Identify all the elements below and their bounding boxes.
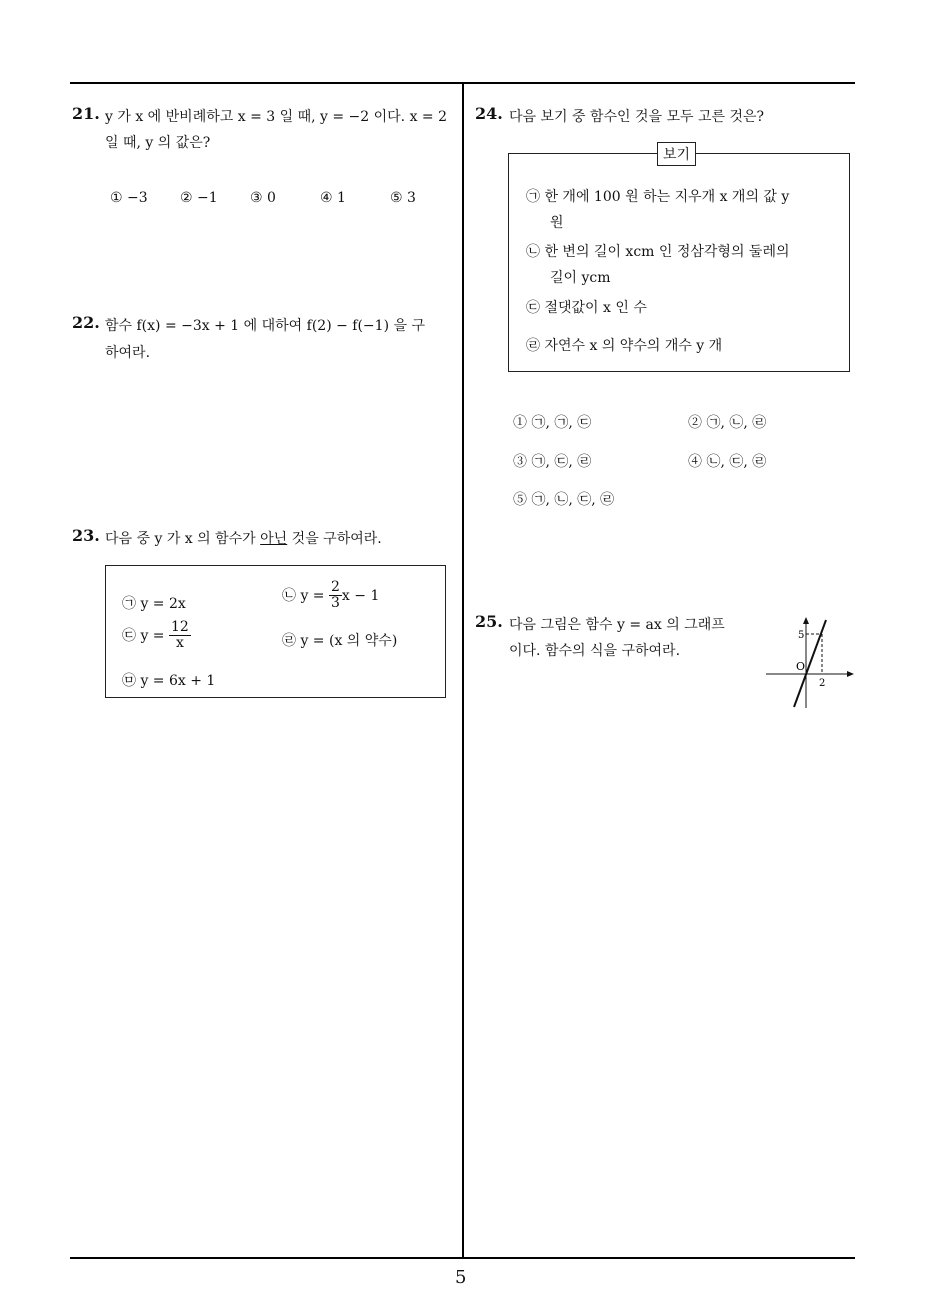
q23-text-underlined: 아닌 xyxy=(260,531,288,547)
q23-option-e: ㉤ y = 6x + 1 xyxy=(122,673,216,689)
fraction-denominator: x xyxy=(175,635,184,652)
q24-choice-1[interactable]: ① ㉠, ㉠, ㉢ xyxy=(513,415,592,431)
q24-item-b-cont: 길이 ycm xyxy=(550,270,611,286)
q23-option-d: ㉣ y = (x 의 약수) xyxy=(282,633,398,649)
q25-text-line1: 다음 그림은 함수 y = ax 의 그래프 xyxy=(509,617,725,633)
q23-option-c-fraction xyxy=(169,620,191,652)
q23-option-b-fraction xyxy=(329,580,342,612)
q24-item-c: ㉢ 절댓값이 x 인 수 xyxy=(526,300,647,316)
q24-number: 24. xyxy=(475,104,503,123)
q21-number: 21. xyxy=(72,104,100,123)
q21-text-line1: y 가 x 에 반비례하고 x = 3 일 때, y = −2 이다. x = 2 xyxy=(105,109,448,125)
q23-text-before: 다음 중 y 가 x 의 함수가 xyxy=(105,531,261,547)
origin-label: O xyxy=(796,660,806,673)
q23-text xyxy=(105,528,382,548)
q23-option-b-suffix: x − 1 xyxy=(341,587,380,604)
q23-number: 23. xyxy=(72,526,100,545)
q21-choice-1[interactable]: ① −3 xyxy=(110,190,148,206)
q21-choice-5[interactable]: ⑤ 3 xyxy=(390,190,416,206)
q24-item-a: ㉠ 한 개에 100 원 하는 지우개 x 개의 값 y xyxy=(526,189,790,205)
q21-choice-3[interactable]: ③ 0 xyxy=(250,190,276,206)
q23-option-b-prefix: ㉡ y = xyxy=(282,587,329,604)
q24-text: 다음 보기 중 함수인 것을 모두 고른 것은? xyxy=(509,109,765,125)
q21-choice-4[interactable]: ④ 1 xyxy=(320,190,346,206)
x-axis-arrow xyxy=(847,671,854,677)
q23-option-c-prefix: ㉢ y = xyxy=(122,627,169,644)
x-tick-label: 2 xyxy=(819,678,826,689)
q24-item-a-cont: 원 xyxy=(550,215,564,231)
fraction-numerator: 12 xyxy=(171,619,189,635)
q24-bogi-label: 보기 xyxy=(657,142,696,166)
q22-text-line1: 함수 f(x) = −3x + 1 에 대하여 f(2) − f(−1) 을 구 xyxy=(105,318,425,334)
y-axis-arrow xyxy=(803,617,809,624)
fraction-numerator: 2 xyxy=(331,579,340,595)
page-number: 5 xyxy=(455,1267,467,1288)
q21-text-line2: 일 때, y 의 값은? xyxy=(105,135,211,151)
q25-text-line2: 이다. 함수의 식을 구하여라. xyxy=(509,643,681,659)
q24-item-d: ㉣ 자연수 x 의 약수의 개수 y 개 xyxy=(526,338,723,354)
q24-item-b: ㉡ 한 변의 길이 xcm 인 정삼각형의 둘레의 xyxy=(526,244,790,260)
q24-choice-3[interactable]: ③ ㉠, ㉢, ㉣ xyxy=(513,454,592,470)
y-tick-label: 5 xyxy=(798,630,805,641)
q23-option-c xyxy=(122,620,191,652)
column-divider xyxy=(462,82,464,1258)
q25-number: 25. xyxy=(475,612,503,631)
q24-choice-5[interactable]: ⑤ ㉠, ㉡, ㉢, ㉣ xyxy=(513,492,615,508)
q23-text-after: 것을 구하여라. xyxy=(287,531,382,547)
q23-option-b xyxy=(282,580,379,612)
q23-option-a: ㉠ y = 2x xyxy=(122,596,186,612)
q22-text-line2: 하여라. xyxy=(105,345,151,361)
q21-choice-2[interactable]: ② −1 xyxy=(180,190,218,206)
fraction-denominator: 3 xyxy=(331,595,340,612)
q22-number: 22. xyxy=(72,313,100,332)
q24-choice-2[interactable]: ② ㉠, ㉡, ㉣ xyxy=(688,415,767,431)
q25-graph xyxy=(762,612,858,712)
q24-choice-4[interactable]: ④ ㉡, ㉢, ㉣ xyxy=(688,454,767,470)
